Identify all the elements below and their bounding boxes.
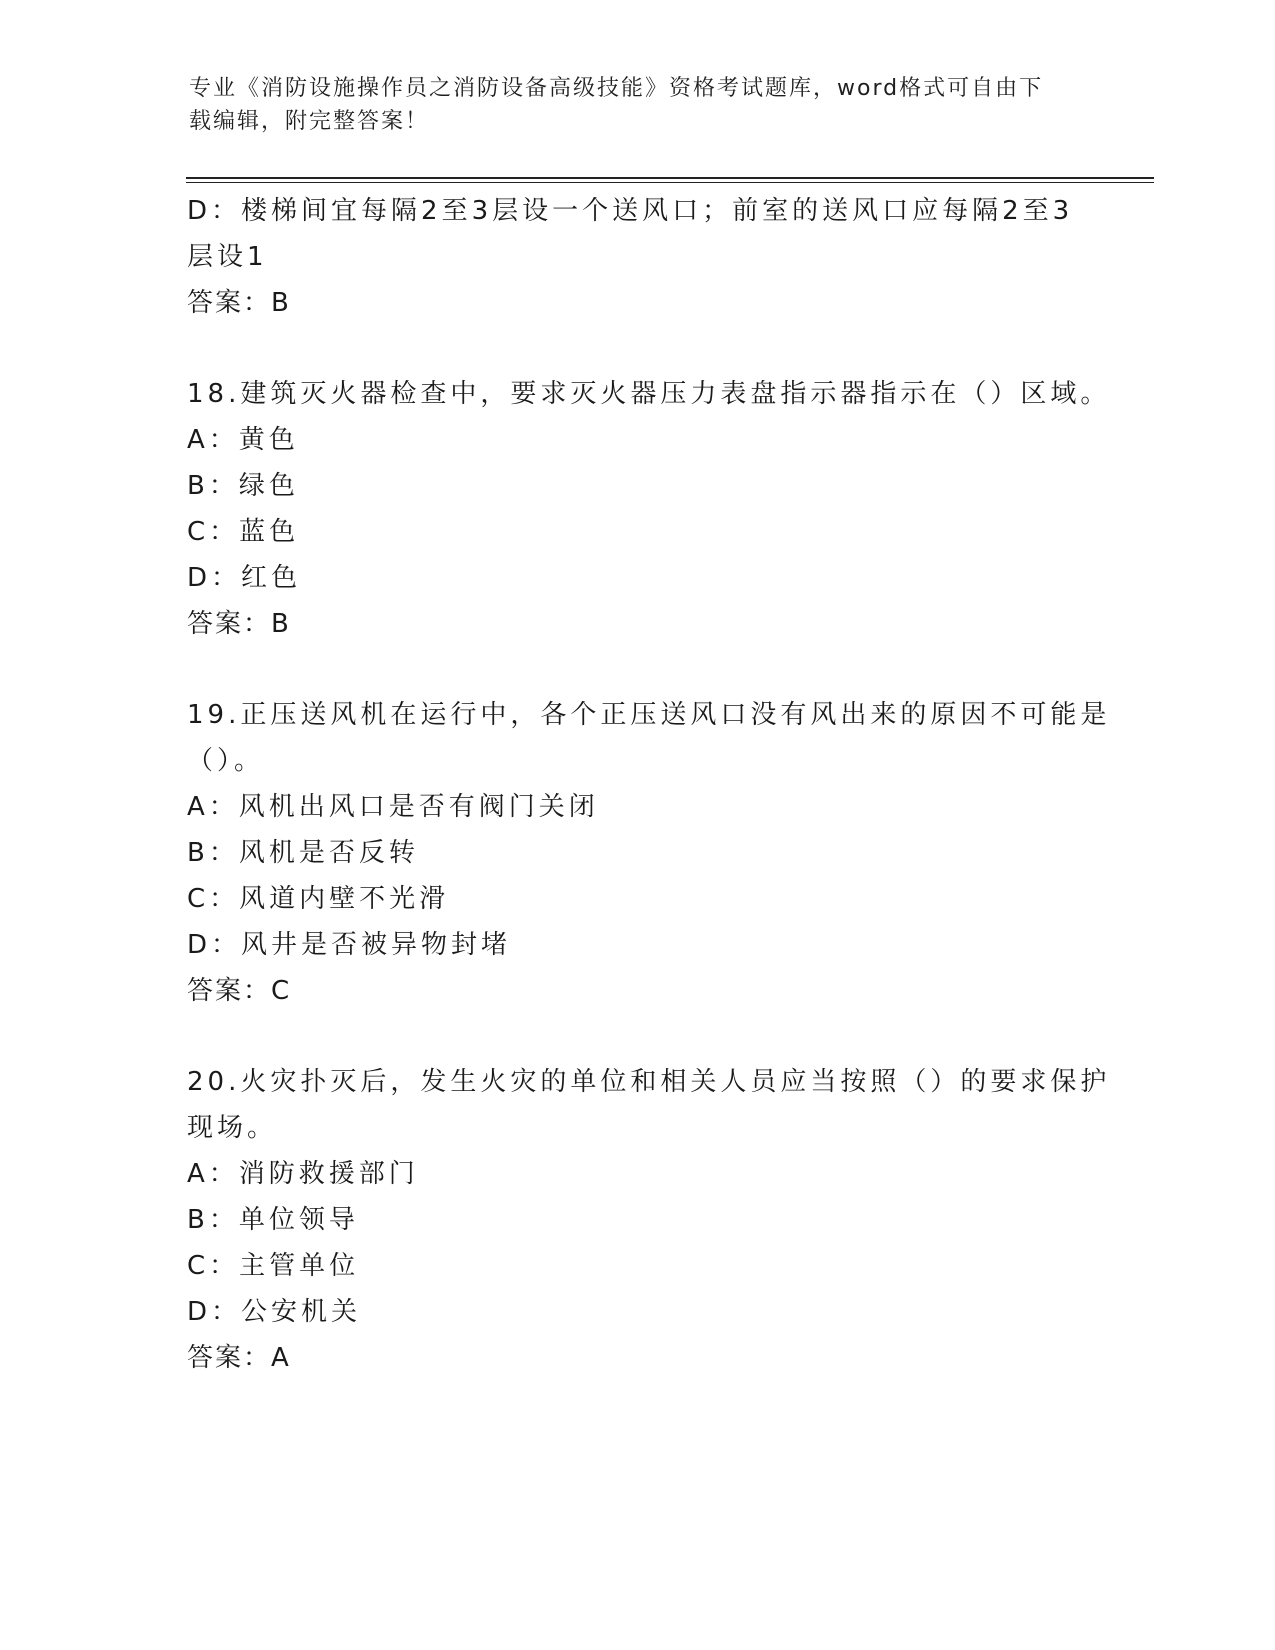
question-content <box>187 188 1111 1381</box>
option-b: B：风机是否反转 <box>187 838 419 868</box>
option-b: B：绿色 <box>187 471 299 501</box>
header-divider-thick <box>186 177 1154 179</box>
question-stem: 18.建筑灭火器检查中，要求灭火器压力表盘指示器指示在（）区域。 <box>187 379 1111 409</box>
question-stem-continued: 现场。 <box>187 1113 278 1143</box>
answer-line: 答案：B <box>187 609 291 639</box>
spacer <box>187 1014 1087 1059</box>
option-b: B：单位领导 <box>187 1205 359 1235</box>
option-a: A：黄色 <box>187 425 299 455</box>
option-d: D：红色 <box>187 563 302 593</box>
question-18 <box>187 371 1111 647</box>
answer-line: 答案：B <box>187 288 291 318</box>
question-stem: 19.正压送风机在运行中，各个正压送风口没有风出来的原因不可能是 <box>187 700 1111 730</box>
answer-line: 答案：C <box>187 976 292 1006</box>
option-d: D：风井是否被异物封堵 <box>187 930 512 960</box>
header-line-2: 载编辑，附完整答案！ <box>189 109 430 134</box>
question-stem: 20.火灾扑灭后，发生火灾的单位和相关人员应当按照（）的要求保护 <box>187 1067 1111 1097</box>
option-d: D：公安机关 <box>187 1297 362 1327</box>
option-a: A：消防救援部门 <box>187 1159 419 1189</box>
question-20 <box>187 1059 1111 1381</box>
continued-question <box>187 188 1087 326</box>
option-d: D：楼梯间宜每隔2至3层设一个送风口；前室的送风口应每隔2至3 <box>187 196 1074 226</box>
option-c: C：蓝色 <box>187 517 300 547</box>
spacer <box>187 326 1087 371</box>
answer-line: 答案：A <box>187 1343 291 1373</box>
spacer <box>187 647 1087 692</box>
question-stem-continued: （）。 <box>187 746 265 776</box>
option-a: A：风机出风口是否有阀门关闭 <box>187 792 599 822</box>
option-c: C：风道内壁不光滑 <box>187 884 450 914</box>
header-divider-thin <box>186 182 1154 183</box>
header-line-1: 专业《消防设施操作员之消防设备高级技能》资格考试题库，word格式可自由下 <box>189 76 1044 101</box>
document-header <box>189 72 1089 138</box>
option-c: C：主管单位 <box>187 1251 360 1281</box>
option-d-continued: 层设1 <box>187 242 268 272</box>
question-19 <box>187 692 1111 1014</box>
